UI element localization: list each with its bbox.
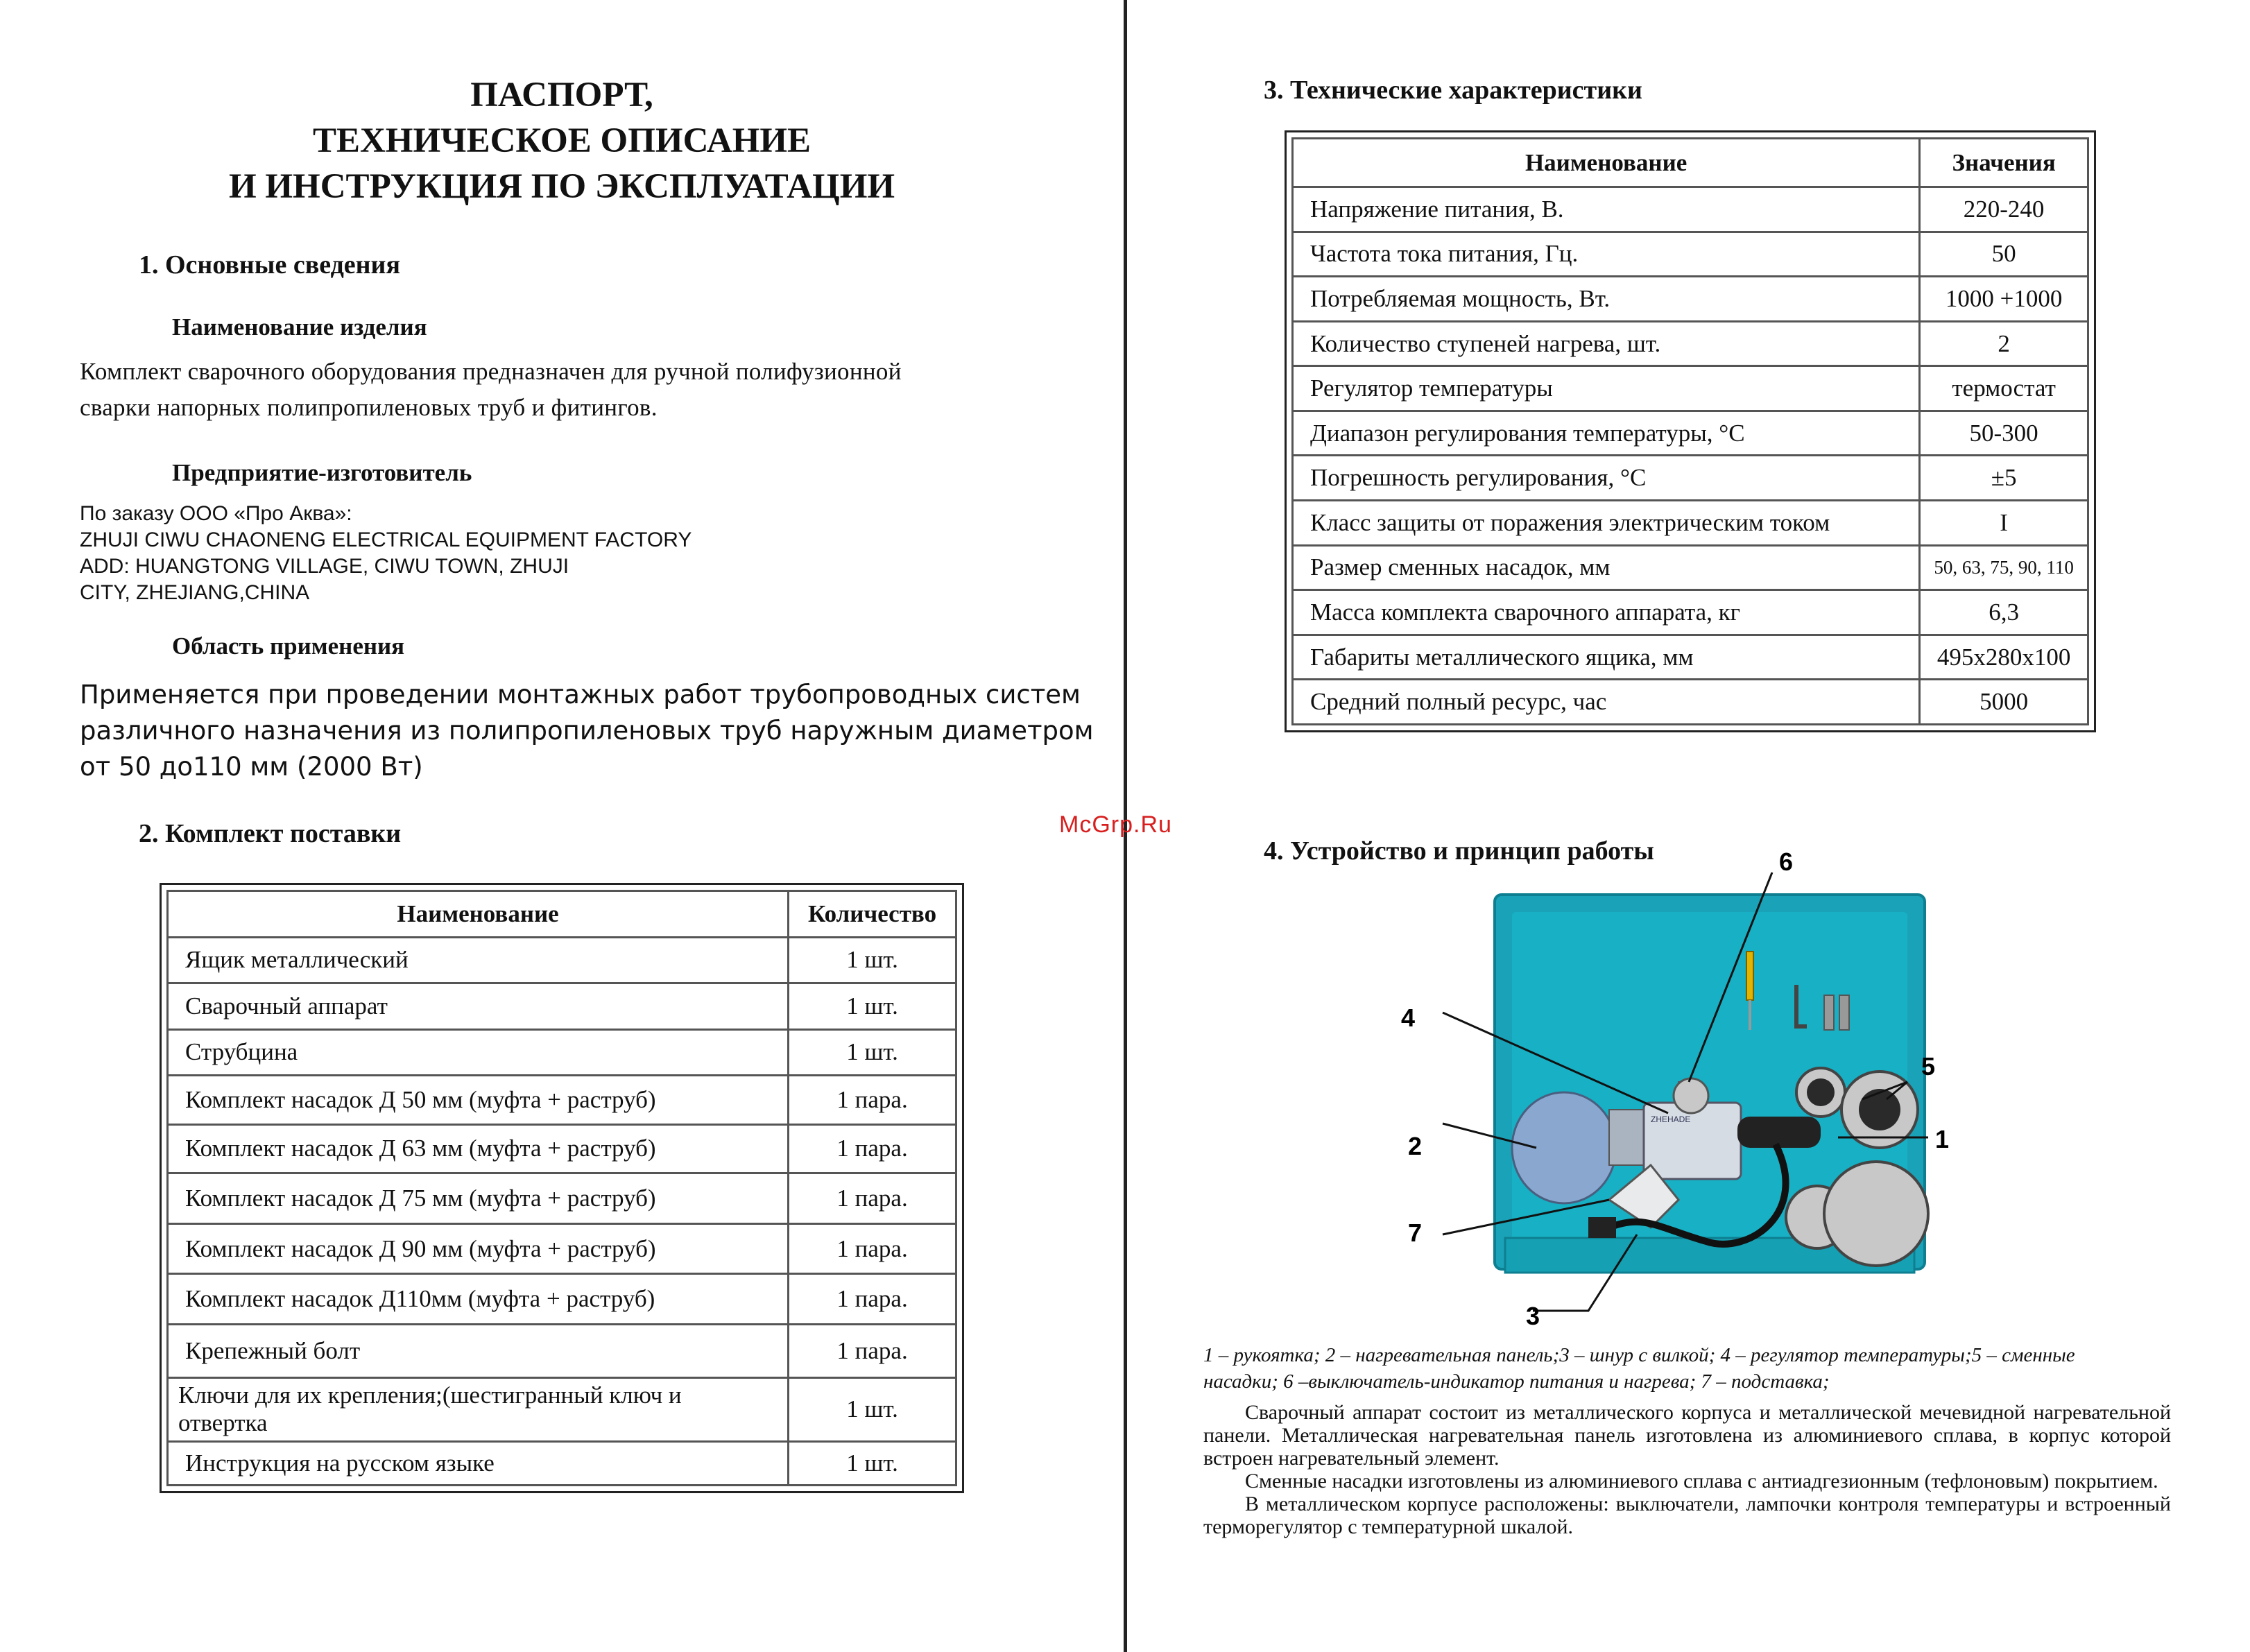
section4-heading: 4. Устройство и принцип работы: [1264, 836, 1654, 866]
nozzle-icon: [1824, 1162, 1928, 1266]
handle-icon: [1737, 1117, 1821, 1148]
table-row: [168, 1324, 956, 1377]
spec-name: Масса комплекта сварочного аппарата, кг: [1293, 590, 1920, 635]
manufacturer-line: ZHUJI CIWU CHAONENG ELECTRICAL EQUIPMENT FACTORY: [80, 528, 692, 551]
watermark: McGrp.Ru: [1059, 811, 1172, 838]
item-quantity: 1 шт.: [789, 1377, 956, 1442]
item-name: Комплект насадок Д 75 мм (муфта + раструб): [168, 1173, 789, 1224]
bolt-icon: [1824, 995, 1834, 1030]
caption-line: насадки; 6 –выключатель-индикатор питания и нагрева; 7 – подставка;: [1203, 1370, 1830, 1393]
item-name: Сварочный аппарат: [168, 983, 789, 1030]
table-row: [168, 1173, 956, 1224]
nozzle-icon: [1674, 1078, 1708, 1113]
item-name: Комплект насадок Д 90 мм (муфта + раструб): [168, 1223, 789, 1274]
spec-name: Диапазон регулирования температуры, °С: [1293, 411, 1920, 456]
item-name: Ключи для их крепления;(шестигранный ключ и отвертка: [168, 1377, 789, 1442]
item-quantity: 1 шт.: [789, 937, 956, 983]
table-row: [168, 1076, 956, 1125]
table-row: [168, 937, 956, 983]
manufacturer-line: ADD: HUANGTONG VILLAGE, CIWU TOWN, ZHUJI: [80, 555, 569, 578]
manufacturer-address: [80, 501, 692, 606]
item-name: Комплект насадок Д110мм (муфта + раструб): [168, 1274, 789, 1325]
section2-heading: 2. Комплект поставки: [139, 819, 402, 848]
screwdriver-icon: [1746, 952, 1753, 1000]
table-row: [168, 1029, 956, 1076]
table-row: [168, 1124, 956, 1173]
header-value: Значения: [1920, 139, 2088, 187]
application-line: Применяется при проведении монтажных работ трубопроводных систем: [80, 680, 1081, 709]
item-name: Инструкция на русском языке: [168, 1442, 789, 1486]
manufacturer-heading: Предприятие-изготовитель: [172, 459, 472, 486]
item-quantity: 1 шт.: [789, 983, 956, 1030]
spec-name: Размер сменных насадок, мм: [1293, 545, 1920, 590]
application-heading: Область применения: [172, 633, 405, 660]
spec-value: 1000 +1000: [1920, 277, 2088, 322]
application-line: от 50 до110 мм (2000 Вт): [80, 752, 423, 782]
item-quantity: 1 пара.: [789, 1173, 956, 1224]
spec-name: Количество ступеней нагрева, шт.: [1293, 321, 1920, 366]
doc-title-line-1: ПАСПОРТ,: [470, 76, 653, 114]
item-name: Струбцина: [168, 1029, 789, 1076]
table-row: [1293, 545, 2088, 590]
nozzle-core-icon: [1807, 1078, 1835, 1106]
table-row: [1293, 277, 2088, 322]
nozzle-core-icon: [1859, 1089, 1900, 1130]
spec-value: 2: [1920, 321, 2088, 366]
spec-value: термостат: [1920, 366, 2088, 411]
callout-4: 4: [1401, 1004, 1416, 1032]
spec-name: Класс защиты от поражения электрическим током: [1293, 501, 1920, 546]
item-quantity: 1 шт.: [789, 1029, 956, 1076]
table-row: [168, 1223, 956, 1274]
table-row: [168, 1377, 956, 1442]
spec-value: 495х280х100: [1920, 635, 2088, 680]
product-name-heading: Наименование изделия: [172, 313, 427, 341]
table-row: [1293, 590, 2088, 635]
application-line: различного назначения из полипропиленовых труб наружным диаметром: [80, 716, 1094, 746]
spec-value: 50-300: [1920, 411, 2088, 456]
doc-title-line-3: И ИНСТРУКЦИЯ ПО ЭКСПЛУАТАЦИИ: [228, 167, 895, 206]
callout-7: 7: [1408, 1219, 1423, 1247]
spec-name: Габариты металлического ящика, мм: [1293, 635, 1920, 680]
table-row: [1293, 366, 2088, 411]
application-text: [80, 677, 1094, 785]
spec-value: ±5: [1920, 456, 2088, 501]
table-row: [1293, 501, 2088, 546]
table-row: [1293, 635, 2088, 680]
item-name: Ящик металлический: [168, 937, 789, 983]
header-parameter: Наименование: [1293, 139, 1920, 187]
spec-value: 5000: [1920, 680, 2088, 725]
table-row: [1293, 187, 2088, 232]
item-quantity: 1 пара.: [789, 1124, 956, 1173]
welding-kit-illustration: [1110, 839, 1970, 1339]
figure-caption: [1203, 1342, 2174, 1395]
heater-badge: ZHEHADE: [1651, 1115, 1691, 1124]
table-row: [168, 983, 956, 1030]
item-quantity: 1 пара.: [789, 1223, 956, 1274]
callout-1: 1: [1935, 1125, 1950, 1153]
callout-6: 6: [1779, 847, 1794, 876]
section3-heading: 3. Технические характеристики: [1264, 76, 1642, 105]
spec-name: Регулятор температуры: [1293, 366, 1920, 411]
table-row: [1293, 456, 2088, 501]
table-row: [168, 1274, 956, 1325]
description-paragraph: Сварочный аппарат состоит из металлического корпуса и металлической мечевидной нагревательной панели. Металлическая нагревательная панель изготовлена из алюминиевого сплава, в корпус которой встроен нагревательный элемент.: [1203, 1401, 2171, 1470]
spec-name: Потребляемая мощность, Вт.: [1293, 277, 1920, 322]
table-row: [1293, 232, 2088, 277]
specs-table: [1285, 130, 2096, 732]
description-paragraph: В металлическом корпусе расположены: выключатели, лампочки контроля температуры и встроенный терморегулятор с температурной шкалой.: [1203, 1492, 2171, 1538]
item-quantity: 1 пара.: [789, 1324, 956, 1377]
callout-2: 2: [1408, 1132, 1423, 1160]
table-header-row: [1293, 139, 2088, 187]
item-quantity: 1 пара.: [789, 1076, 956, 1125]
callout-5: 5: [1921, 1052, 1936, 1081]
spec-value: 220-240: [1920, 187, 2088, 232]
table-row: [168, 1442, 956, 1486]
spec-value: 50, 63, 75, 90, 110: [1920, 545, 2088, 590]
table-header-row: [168, 891, 956, 938]
caption-line: 1 – рукоятка; 2 – нагревательная панель;3 – шнур с вилкой; 4 – регулятор температуры;5 – сменные: [1203, 1344, 2075, 1366]
spec-value: 6,3: [1920, 590, 2088, 635]
spec-name: Напряжение питания, В.: [1293, 187, 1920, 232]
spec-value: I: [1920, 501, 2088, 546]
table-row: [1293, 411, 2088, 456]
bolt-icon: [1839, 995, 1849, 1030]
table-row: [1293, 321, 2088, 366]
spec-name: Частота тока питания, Гц.: [1293, 232, 1920, 277]
item-quantity: 1 пара.: [789, 1274, 956, 1325]
delivery-table: [160, 883, 964, 1493]
callout-3: 3: [1526, 1302, 1540, 1330]
table-row: [1293, 680, 2088, 725]
spec-name: Средний полный ресурс, час: [1293, 680, 1920, 725]
product-text-line: Комплект сварочного оборудования предназначен для ручной полифузионной: [80, 358, 902, 385]
spec-value: 50: [1920, 232, 2088, 277]
description-text: [1203, 1401, 2171, 1538]
item-quantity: 1 шт.: [789, 1442, 956, 1486]
manufacturer-line: По заказу ООО «Про Аква»:: [80, 502, 352, 525]
heating-plate-icon: [1512, 1092, 1616, 1203]
item-name: Комплект насадок Д 63 мм (муфта + раструб): [168, 1124, 789, 1173]
product-text-line: сварки напорных полипропиленовых труб и фитингов.: [80, 394, 658, 421]
plug-icon: [1588, 1217, 1616, 1238]
item-name: Комплект насадок Д 50 мм (муфта + раструб): [168, 1076, 789, 1125]
description-paragraph: Сменные насадки изготовлены из алюминиевого сплава с антиадгезионным (тефлоновым) покрытием.: [1245, 1470, 2158, 1492]
product-text: [80, 354, 902, 426]
header-quantity: Количество: [789, 891, 956, 938]
spec-name: Погрешность регулирования, °С: [1293, 456, 1920, 501]
item-name: Крепежный болт: [168, 1324, 789, 1377]
doc-title-line-2: ТЕХНИЧЕСКОЕ ОПИСАНИЕ: [312, 121, 811, 160]
section1-heading: 1. Основные сведения: [139, 250, 401, 279]
manufacturer-line: CITY, ZHEJIANG,CHINA: [80, 581, 310, 604]
header-name: Наименование: [168, 891, 789, 938]
